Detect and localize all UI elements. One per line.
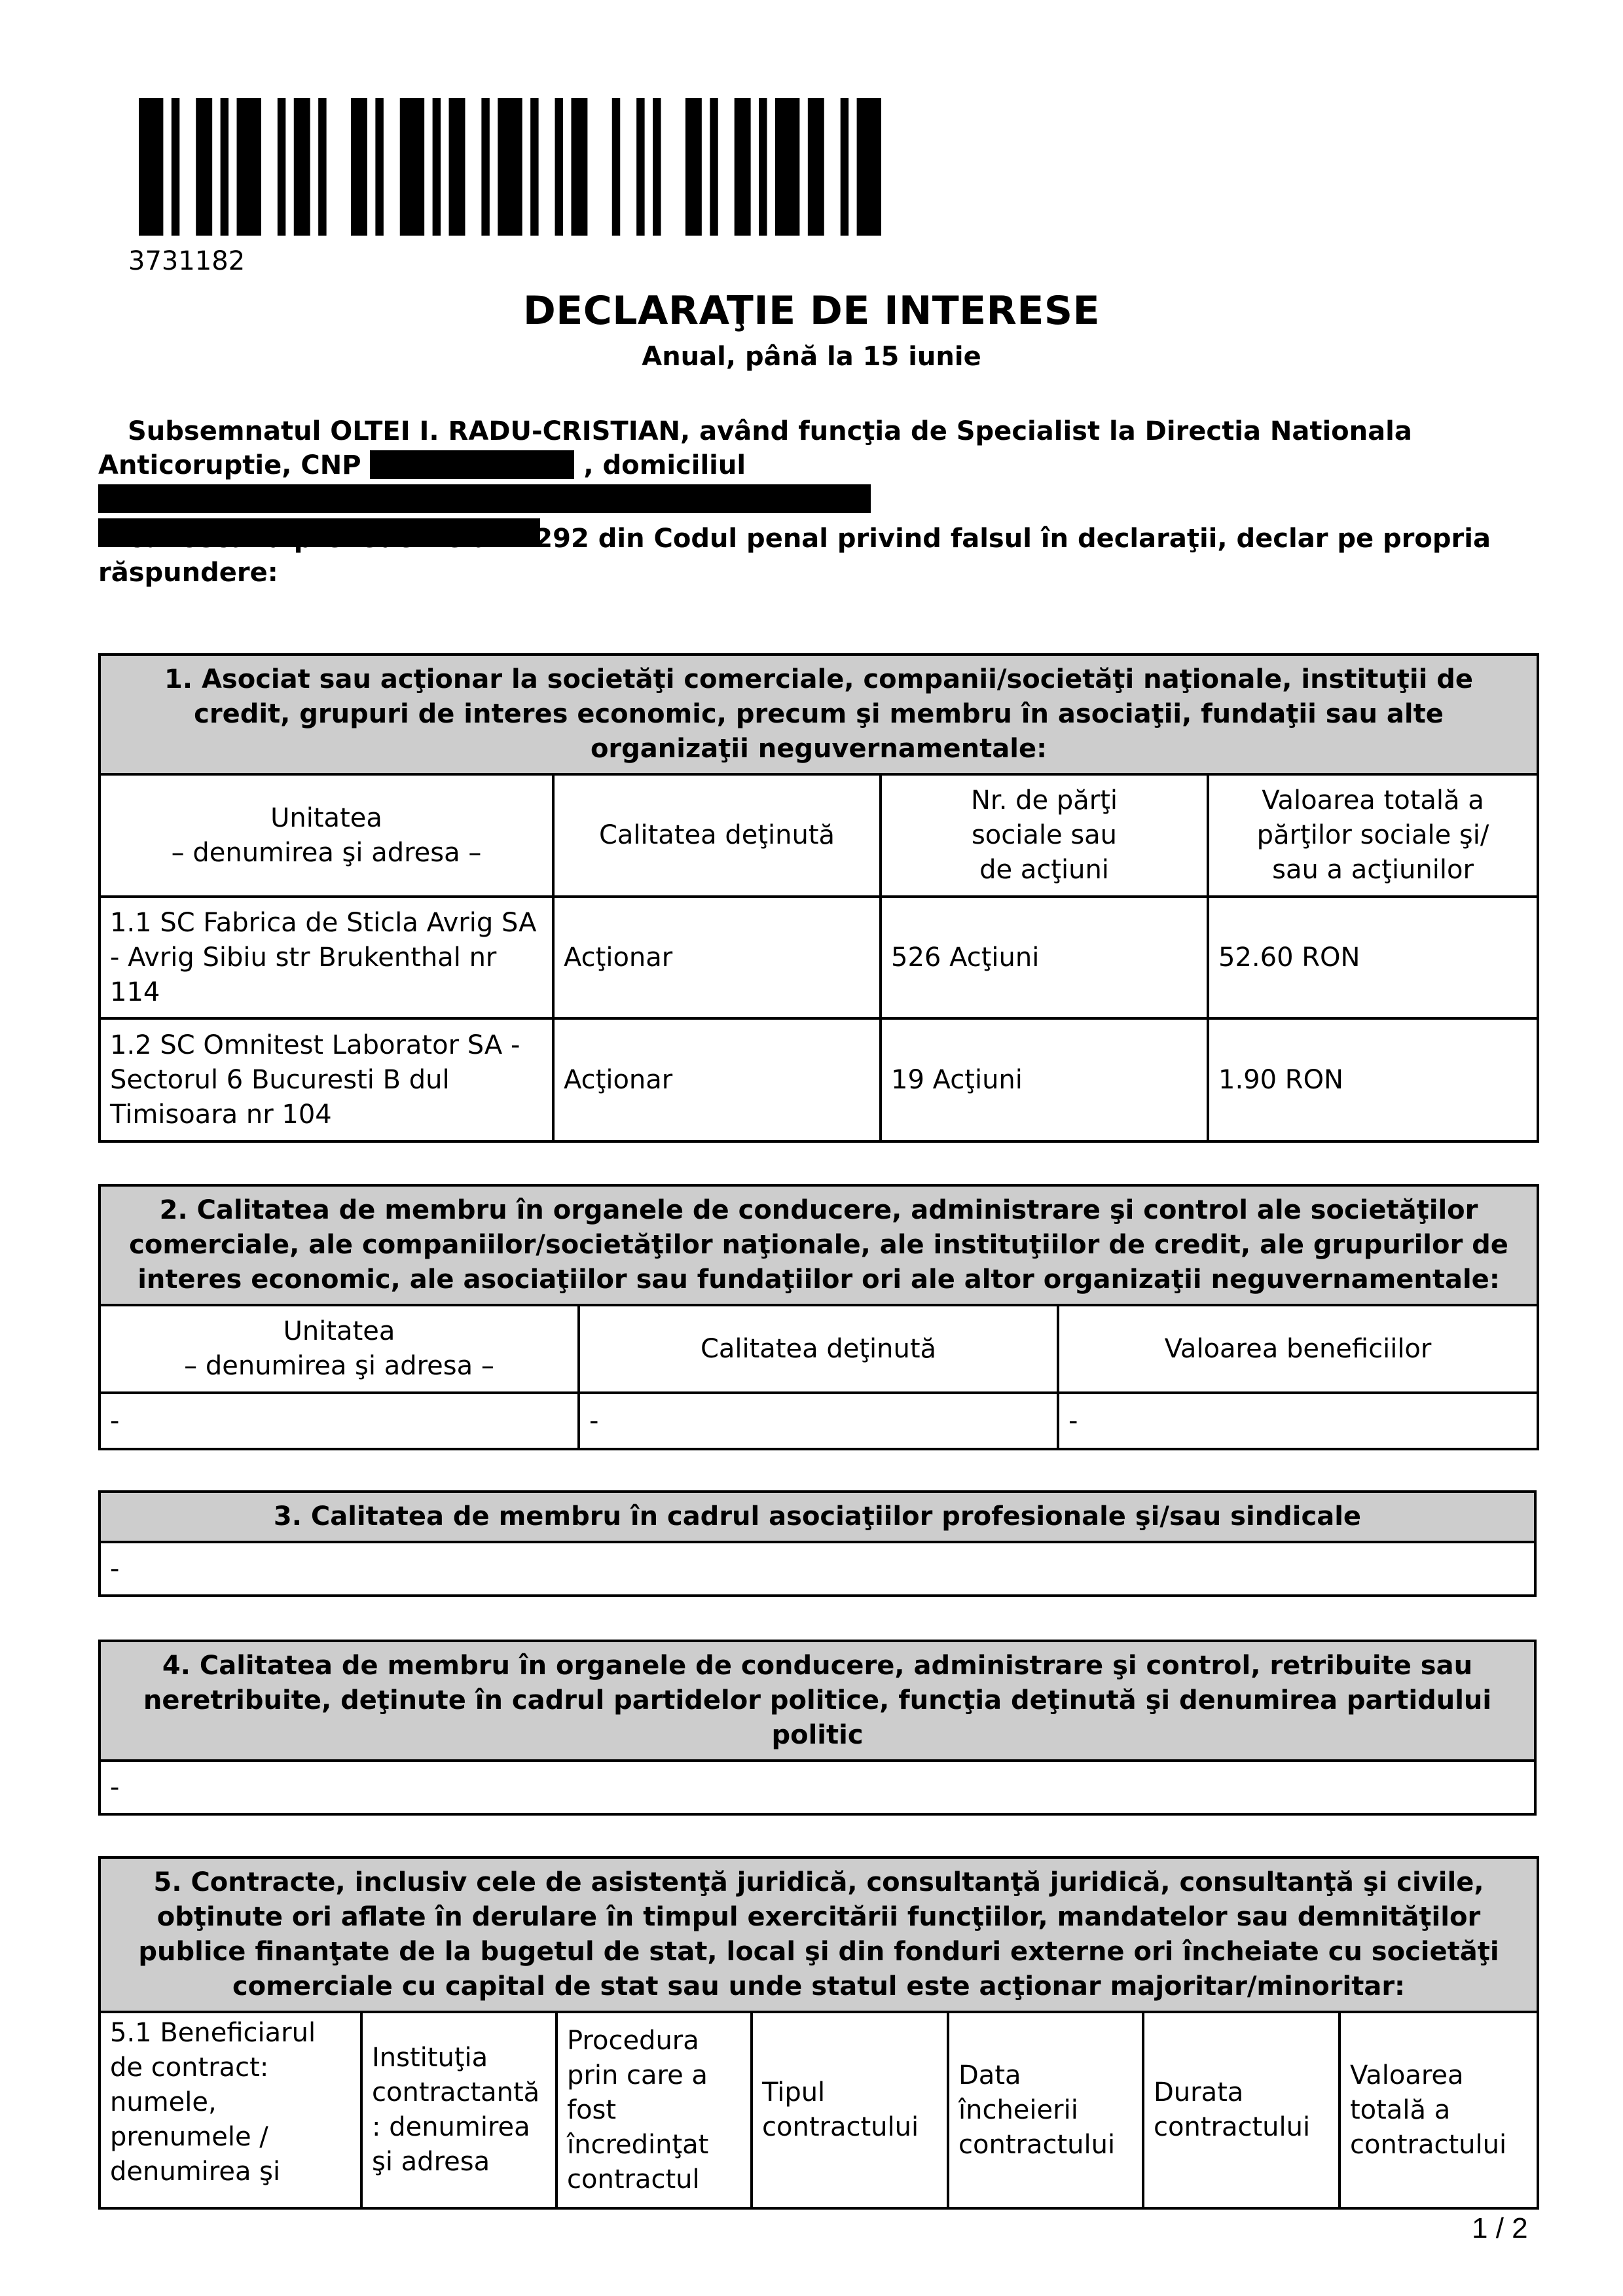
row-2-shares: 19 Acţiuni (881, 1018, 1208, 1141)
column-header-shares: Nr. de părţi sociale sau de acţiuni (881, 774, 1208, 897)
column-header-contract-duration: Durata contractului (1143, 2012, 1340, 2208)
row-1-role: Acţionar (553, 897, 881, 1018)
section-2-table (98, 1184, 1539, 1450)
row-1-value: 52.60 RON (1208, 897, 1538, 1018)
section-1-table (98, 653, 1539, 1143)
table-row (100, 1018, 1538, 1141)
column-header-unit: Unitatea – denumirea şi adresa – (100, 774, 553, 897)
document-number: 3731182 (128, 246, 246, 276)
row-2-unit: 1.2 SC Omnitest Laborator SA - Sectorul 6 Bucuresti B dul Timisoara nr 104 (100, 1018, 553, 1141)
column-header-contract-date: Data încheierii contractului (948, 2012, 1143, 2208)
column-header-benefits: Valoarea beneficiilor (1058, 1305, 1538, 1393)
column-header-contract-value: Valoarea totală a contractului (1340, 2012, 1538, 2208)
declaration-statement (98, 522, 1525, 590)
page-title: DECLARAŢIE DE INTERESE (522, 288, 1101, 334)
page-subtitle: Anual, până la 15 iunie (642, 342, 981, 372)
row-1-benefits: - (1058, 1393, 1538, 1449)
table-row (100, 897, 1538, 1018)
row-2-role: Acţionar (553, 1018, 881, 1141)
section-2-title: 2. Calitatea de membru în organele de conducere, administrare şi control ale societăţilor comerciale, ale companiilor/societăţilor naţionale, ale instituţiilor de credit, ale grupurilor de interes economic, ale asociaţiilor sau fundaţiilor ori ale altor organizaţii neguvernamentale: (100, 1185, 1538, 1305)
section-1-column-headers (100, 774, 1538, 897)
declarant-intro-text: Subsemnatul OLTEI I. RADU-CRISTIAN, având funcţia de Specialist la Directia Nationala Anticoruptie, CNP (98, 416, 1412, 480)
declaration-text: cunoscând prevederile art. 292 din Codul penal privind falsul în declaraţii, declar pe propria răspundere: (98, 524, 1491, 588)
row-1-shares: 526 Acţiuni (881, 897, 1208, 1018)
table-row (100, 1393, 1538, 1449)
column-header-value: Valoarea totală a părţilor sociale şi/ sau a acţiunilor (1208, 774, 1538, 897)
section-5-title: 5. Contracte, inclusiv cele de asistenţă juridică, consultanţă juridică, consultanţă şi civile, obţinute ori aflate în derulare în timpul exercitării funcţiilor, mandatelor sau demnităţilor publice finanţate de la bugetul de stat, local şi din fonduri externe ori încheiate cu societăţi comerciale cu capital de stat sau unde statul este acţionar majoritar/minoritar: (100, 1857, 1538, 2012)
section-5-column-headers (100, 2012, 1538, 2208)
barcode (139, 98, 881, 236)
section-3-table (98, 1490, 1537, 1597)
column-header-role: Calitatea deţinută (579, 1305, 1058, 1393)
page-number: 1 / 2 (1472, 2212, 1528, 2244)
section-3-value: - (100, 1542, 1535, 1596)
section-4-title: 4. Calitatea de membru în organele de conducere, administrare şi control, retribuite sau neretribuite, deţinute în cadrul partidelor politice, funcţia deţinută şi denumirea partidului politic (100, 1641, 1535, 1761)
section-5-table (98, 1856, 1539, 2210)
column-header-contract-type: Tipul contractului (752, 2012, 948, 2208)
section-2-column-headers (100, 1305, 1538, 1393)
domicile-label: , domiciliul (583, 450, 746, 480)
section-4-value: - (100, 1761, 1535, 1814)
row-1-role: - (579, 1393, 1058, 1449)
column-header-beneficiary: 5.1 Beneficiarul de contract: numele, prenumele / denumirea şi (100, 2012, 361, 2208)
column-header-unit: Unitatea – denumirea şi adresa – (100, 1305, 579, 1393)
row-2-value: 1.90 RON (1208, 1018, 1538, 1141)
column-header-contracting-institution: Instituţia contractantă : denumirea şi adresa (361, 2012, 556, 2208)
section-1-title: 1. Asociat sau acţionar la societăţi comerciale, companii/societăţi naţionale, instituţii de credit, grupuri de interes economic, precum şi membru în asociaţii, fundaţii sau alte organizaţii neguvernamentale: (100, 655, 1538, 774)
section-4-table (98, 1640, 1537, 1816)
section-3-title: 3. Calitatea de membru în cadrul asociaţiilor profesionale şi/sau sindicale (100, 1492, 1535, 1542)
row-1-unit: 1.1 SC Fabrica de Sticla Avrig SA - Avrig Sibiu str Brukenthal nr 114 (100, 897, 553, 1018)
redacted-address-1 (98, 484, 871, 513)
column-header-role: Calitatea deţinută (553, 774, 881, 897)
redacted-cnp (370, 450, 574, 479)
row-1-unit: - (100, 1393, 579, 1449)
column-header-procedure: Procedura prin care a fost încredinţat contractul (556, 2012, 752, 2208)
